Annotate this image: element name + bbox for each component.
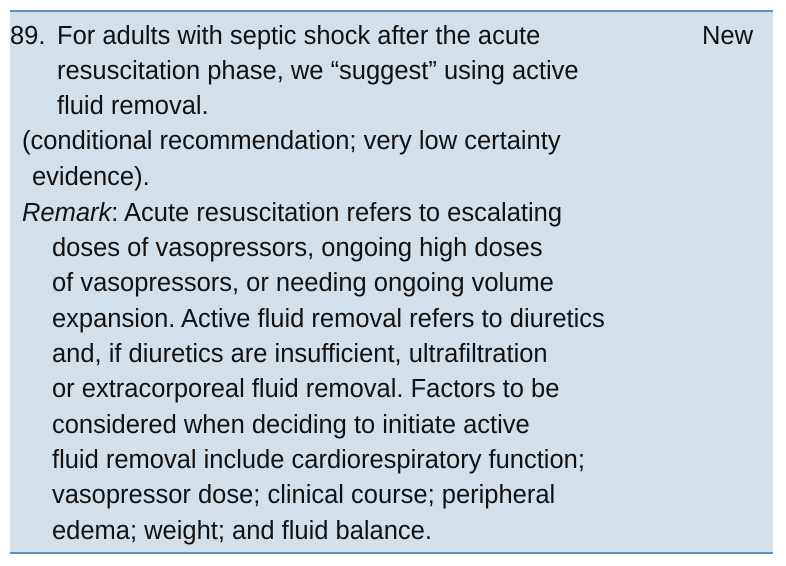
statement-line-2: resuscitation phase, we “suggest” using active: [57, 57, 579, 85]
remark-line-10: edema; weight; and fluid balance.: [52, 517, 432, 545]
remark-line-5: and, if diuretics are insufficient, ultrafiltration: [52, 340, 548, 368]
new-badge: New: [702, 22, 754, 50]
statement-line-3: fluid removal.: [57, 92, 209, 120]
remark-line-6: or extracorporeal fluid removal. Factors to be: [52, 375, 560, 403]
recommendation-box: [10, 10, 773, 554]
strength-line-2: evidence).: [32, 163, 150, 191]
remark-line-3: of vasopressors, or needing ongoing volume: [52, 269, 554, 297]
remark-line-1: [22, 198, 562, 228]
remark-line-8: fluid removal include cardiorespiratory function;: [52, 446, 585, 474]
statement-line-1: For adults with septic shock after the acute: [57, 22, 541, 50]
remark-line-4: expansion. Active fluid removal refers to diuretics: [52, 305, 605, 333]
remark-line-7: considered when deciding to initiate active: [52, 411, 530, 439]
remark-label: Remark: [22, 199, 112, 227]
remark-line-2: doses of vasopressors, ongoing high doses: [52, 234, 543, 262]
recommendation-number: 89.: [10, 22, 46, 50]
remark-line-9: vasopressor dose; clinical course; peripheral: [52, 481, 556, 509]
strength-line-1: (conditional recommendation; very low certainty: [22, 127, 561, 155]
remark-text-start: : Acute resuscitation refers to escalating: [111, 199, 562, 227]
